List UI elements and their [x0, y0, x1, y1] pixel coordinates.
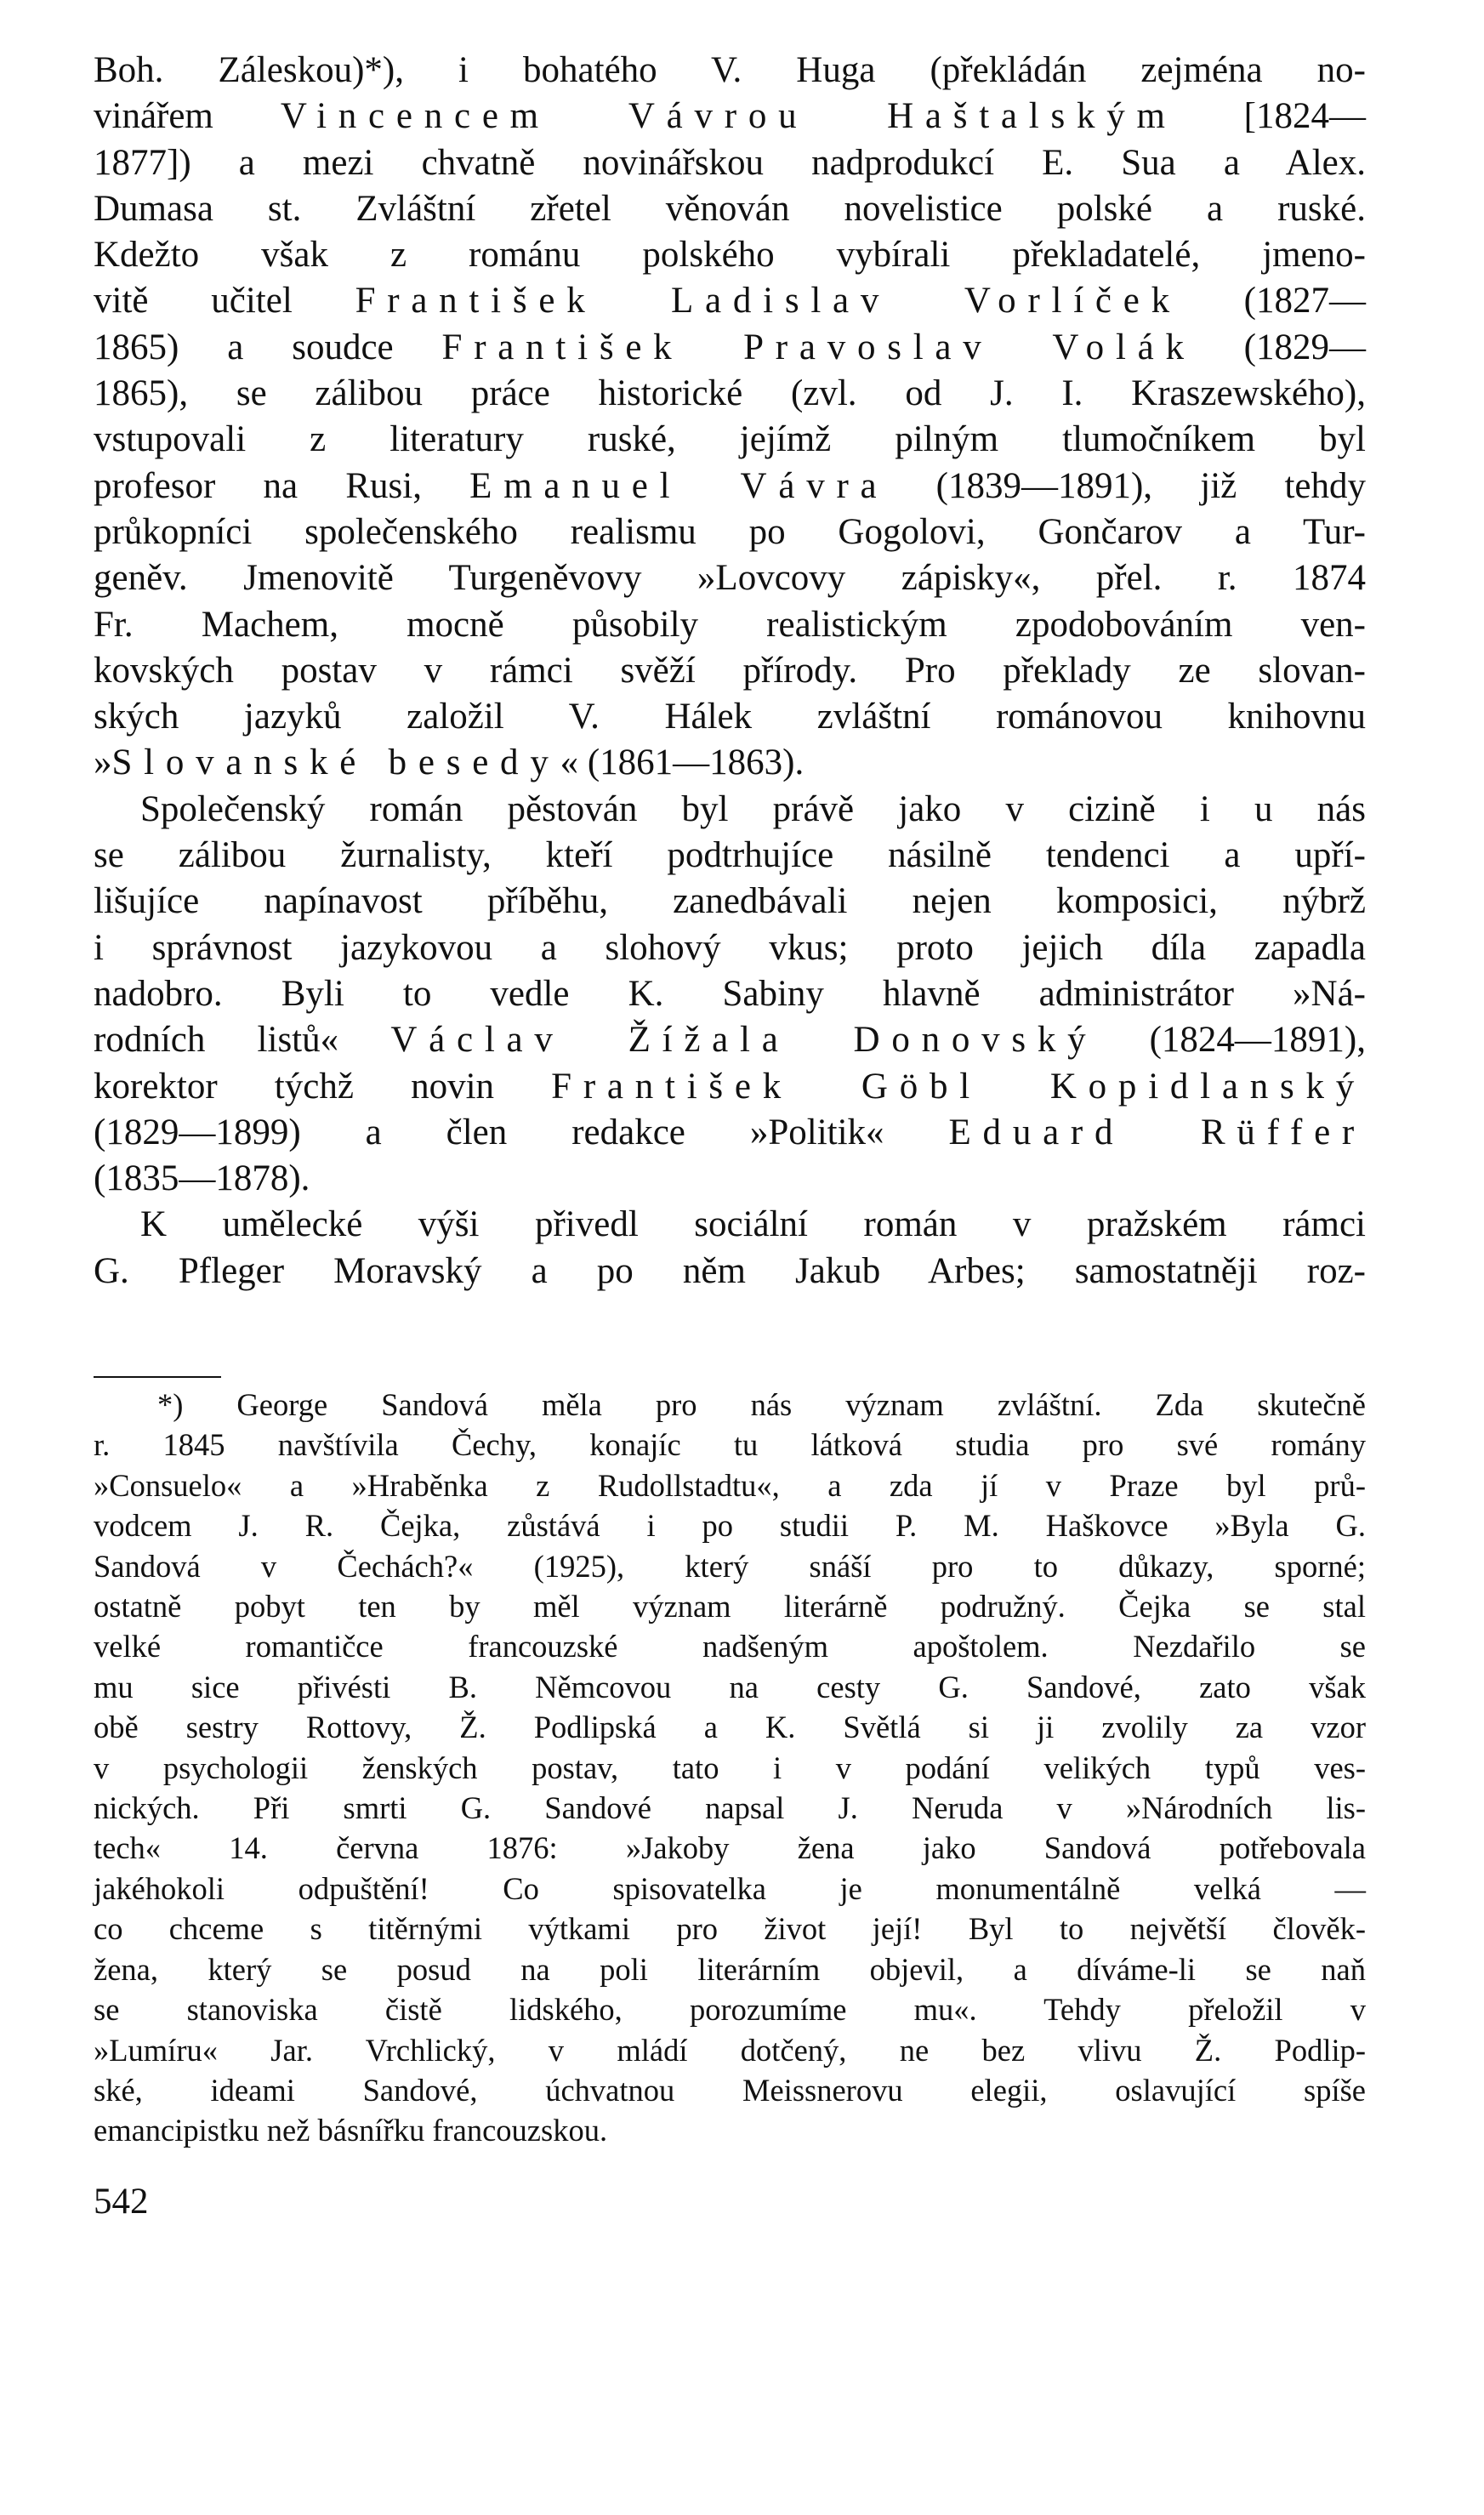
text-segment: Kdežto však z románu polského vybírali překladatelé, jmeno-: [94, 235, 1366, 276]
text-line: [94, 509, 1366, 555]
text-segment: (1827—: [1180, 281, 1366, 321]
footnote-line: Sandová v Čechách?« (1925), který snáší pro to důkazy, sporné;: [94, 1548, 1366, 1584]
text-line: [94, 1017, 1366, 1063]
text-line: [94, 1156, 1366, 1202]
text-line: [94, 417, 1366, 463]
text-line: [94, 648, 1366, 694]
text-segment: 1865), se zálibou práce historické (zvl. od J. I. Kraszewského),: [94, 373, 1366, 414]
text-segment: Dumasa st. Zvláštní zřetel věnován novelistice polské a ruské.: [94, 188, 1366, 229]
text-segment: G. Pfleger Moravský a po něm Jakub Arbes; samostatněji roz-: [94, 1250, 1366, 1291]
text-segment: vstupovali z literatury ruské, jejímž pilným tlumočníkem byl: [94, 419, 1366, 460]
text-line: [94, 602, 1366, 648]
text-line: [94, 925, 1366, 971]
text-line: [94, 1249, 1366, 1294]
text-segment: geněv. Jmenovitě Turgeněvovy »Lovcovy zápisky«, přel. r. 1874: [94, 558, 1366, 599]
footnote-line: nických. Při smrti G. Sandové napsal J. Neruda v »Národních lis-: [94, 1790, 1366, 1826]
text-line: [94, 325, 1366, 371]
footnote-separator: [94, 1376, 221, 1378]
footnote-line: velké romantičce francouzské nadšeným apoštolem. Nezdařilo se: [94, 1629, 1366, 1664]
footnote-line: emancipistku než básnířku francouzskou.: [94, 2113, 608, 2148]
text-line: [94, 787, 1366, 833]
text-segment: « (1861—1863).: [560, 743, 805, 783]
text-segment: průkopníci společenského realismu po Gogolovi, Gončarov a Tur-: [94, 511, 1366, 552]
spaced-name: Eduard Rüffer: [948, 1112, 1366, 1152]
footnote-line: v psychologii ženských postav, tato i v podání velikých typů ves-: [94, 1750, 1366, 1785]
text-line: [94, 140, 1366, 186]
text-segment: i správnost jazykovou a slohový vkus; proto jejich díla zapadla: [94, 927, 1366, 968]
text-line: [94, 1202, 1366, 1248]
text-segment: (1829—: [1195, 327, 1366, 367]
text-segment: »: [94, 743, 112, 783]
text-segment: profesor na Rusi,: [94, 465, 470, 506]
footnote: [94, 1385, 1366, 2151]
spaced-name: Václav Žížala Donovský: [390, 1020, 1098, 1061]
text-segment: 1865) a soudce: [94, 327, 442, 367]
main-text: [94, 48, 1366, 1294]
footnote-line: co chceme s titěrnými výtkami pro život její! Byl to největší člověk-: [94, 1911, 1366, 1947]
text-line: [94, 94, 1366, 139]
text-line: [94, 464, 1366, 509]
footnote-line: *) George Sandová měla pro nás význam zvláštní. Zda skutečně: [157, 1387, 1366, 1422]
text-segment: (1829—1899) a člen redakce »Politik«: [94, 1112, 949, 1152]
text-segment: [1824—: [1176, 96, 1366, 137]
footnote-line: ostatně pobyt ten by měl význam literárně podružný. Čejka se stal: [94, 1589, 1366, 1625]
page-number: 542: [94, 2182, 149, 2222]
spaced-name: František Göbl Kopidlanský: [551, 1066, 1366, 1107]
footnote-line: r. 1845 navštívila Čechy, konajíc tu látková studia pro své romány: [94, 1427, 1366, 1463]
text-line: [94, 371, 1366, 417]
text-segment: (1824—1891),: [1097, 1020, 1366, 1061]
text-segment: kovských postav v rámci svěží přírody. Pro překlady ze slovan-: [94, 650, 1366, 691]
text-line: [94, 232, 1366, 278]
footnote-line: vodcem J. R. Čejka, zůstává i po studii P. M. Haškovce »Byla G.: [94, 1508, 1366, 1544]
text-segment: korektor týchž novin: [94, 1066, 552, 1107]
text-segment: vinářem: [94, 96, 281, 137]
text-segment: Fr. Machem, mocně působily realistickým zpodobováním ven-: [94, 604, 1366, 645]
text-line: [94, 740, 1366, 786]
text-segment: (1835—1878).: [94, 1158, 310, 1199]
text-line: [94, 879, 1366, 925]
text-line: [94, 555, 1366, 601]
text-segment: (1839—1891), již tehdy: [888, 465, 1366, 506]
text-segment: Boh. Záleskou)*), i bohatého V. Huga (překládán zejména no-: [94, 50, 1366, 90]
footnote-line: se stanoviska čistě lidského, porozumíme mu«. Tehdy přeložil v: [94, 1992, 1366, 2028]
text-segment: ských jazyků založil V. Hálek zvláštní románovou knihovnu: [94, 697, 1366, 737]
text-line: [94, 278, 1366, 324]
footnote-line: obě sestry Rottovy, Ž. Podlipská a K. Světlá si ji zvolily za vzor: [94, 1710, 1366, 1745]
spaced-name: Emanuel Vávra: [469, 465, 889, 506]
text-segment: rodních listů«: [94, 1020, 391, 1061]
footnote-line: »Lumíru« Jar. Vrchlický, v mládí dotčený, ne bez vlivu Ž. Podlip-: [94, 2032, 1366, 2068]
text-segment: vitě učitel: [94, 281, 355, 321]
text-segment: K umělecké výši přivedl sociální román v pražském rámci: [140, 1204, 1366, 1245]
text-line: [94, 186, 1366, 232]
text-segment: 1877]) a mezi chvatně novinářskou nadprodukcí E. Sua a Alex.: [94, 142, 1366, 183]
footnote-line: jakéhokoli odpuštění! Co spisovatelka je monumentálně velká —: [94, 1870, 1366, 1906]
footnote-line: ské, ideami Sandové, úchvatnou Meissnerovu elegii, oslavující spíše: [94, 2072, 1366, 2108]
text-line: [94, 1110, 1366, 1156]
text-line: [94, 48, 1366, 94]
text-segment: Společenský román pěstován byl právě jako v cizině i u nás: [140, 788, 1366, 829]
spaced-name: Slovanské besedy: [111, 743, 560, 783]
text-segment: lišujíce napínavost příběhu, zanedbávali nejen komposici, nýbrž: [94, 881, 1366, 922]
spaced-name: František Ladislav Vorlíček: [355, 281, 1181, 321]
text-line: [94, 971, 1366, 1017]
footnote-line: »Consuelo« a »Hraběnka z Rudollstadtu«, a zda jí v Praze byl prů-: [94, 1467, 1366, 1503]
text-segment: se zálibou žurnalisty, kteří podtrhujíce násilně tendenci a upří-: [94, 835, 1366, 876]
text-line: [94, 694, 1366, 740]
text-line: [94, 833, 1366, 879]
spaced-name: František Pravoslav Volák: [441, 327, 1196, 367]
footnote-line: tech« 14. června 1876: »Jakoby žena jako Sandová potřebovala: [94, 1830, 1366, 1866]
text-segment: nadobro. Byli to vedle K. Sabiny hlavně administrátor »Ná-: [94, 973, 1366, 1014]
text-line: [94, 1064, 1366, 1110]
footnote-line: žena, který se posud na poli literárním objevil, a díváme-li se naň: [94, 1951, 1366, 1987]
footnote-line: mu sice přivésti B. Němcovou na cesty G. Sandové, zato však: [94, 1669, 1366, 1704]
spaced-name: Vincencem Vávrou Haštalským: [280, 96, 1177, 137]
